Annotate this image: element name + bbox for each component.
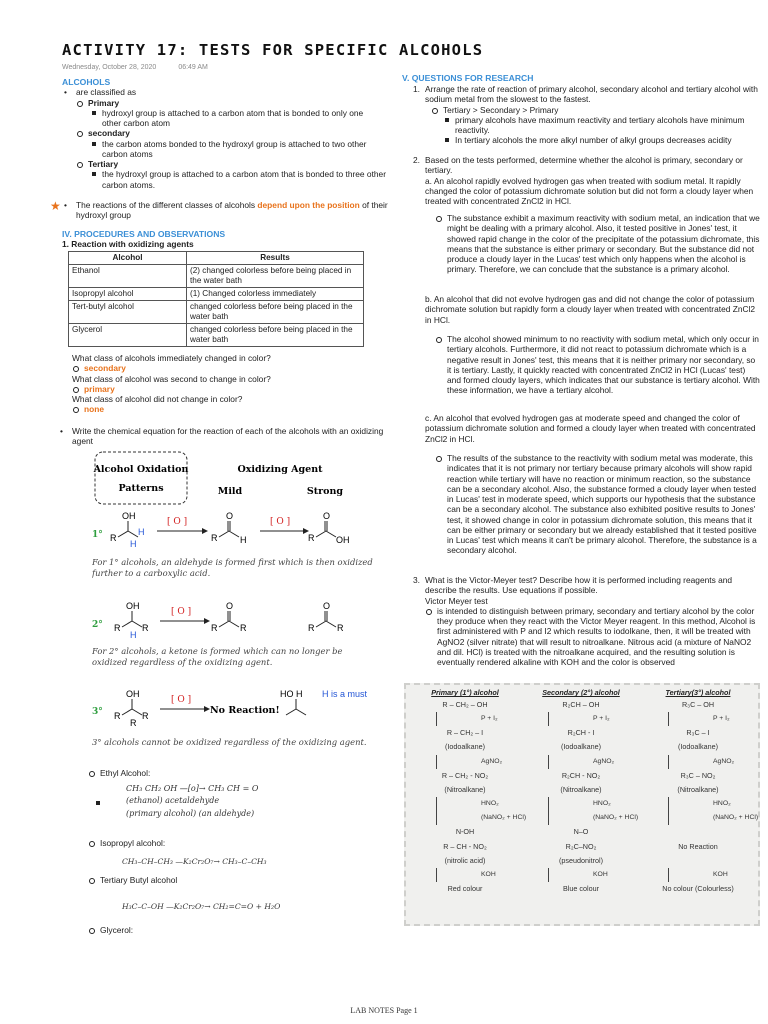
equations-section <box>88 768 388 778</box>
question-text: What is the Victor-Meyer test? Describe how it is performed including reagents and describe the results. Use equations if possible. <box>425 575 733 596</box>
table-cell: changed colorless before being placed in the water bath <box>187 301 364 324</box>
primary-desc: hydroxyl group is attached to a carbon atom that is bonded to only one other carbon atom <box>90 108 380 129</box>
answer-text: The substance exhibit a maximum reactivity with sodium metal, an indication that we might be dealing with a primary alcohol. Also, it tested positive in Jones' test, it showed rapid change in the color of the precipitate of the potassium dichromate, this means that the substance is either primary or secondary. But the substance did not produce a cloudy layer in the Lucas' test which only happens when the alcohol is primary. Therefore, we can conclude that the substance is a primary alcohol. <box>435 213 760 275</box>
box-line1: Alcohol Oxidation <box>93 464 189 475</box>
vm-col-head: Secondary (2°) alcohol <box>542 688 620 697</box>
timestamp <box>62 64 208 73</box>
research-q2 <box>413 155 760 206</box>
research-q1 <box>413 84 760 146</box>
note-3-text: 3° alcohols cannot be oxidized regardless of the oxidizing agent. <box>92 737 367 747</box>
glycerol-section <box>88 925 133 935</box>
ketone-structure <box>211 601 247 633</box>
question-text: What class of alcohols immediately changed in color? <box>72 353 271 363</box>
reactions-note <box>50 200 395 221</box>
vm-line: (Iodoalkane) <box>445 742 485 752</box>
primary-label: Primary <box>76 98 392 108</box>
oxidizing-agent-label: Oxidizing Agent <box>237 464 323 475</box>
date-text: Wednesday, October 28, 2020 <box>62 64 157 71</box>
vm-reagent: (NaNO₂ + HCl) <box>668 811 754 825</box>
alcohols-heading: ALCOHOLS <box>62 77 111 87</box>
table-header: Alcohol <box>69 252 187 265</box>
vm-line: (Nitroalkane) <box>560 784 602 794</box>
degree-2-label: 2° <box>92 620 103 630</box>
h-label: H <box>130 630 137 640</box>
vm-reagent: KOH <box>668 868 754 882</box>
vm-reagent: AgNO₂ <box>668 755 754 769</box>
oxidation-label: [ O ] <box>171 695 192 705</box>
tertiary-h-structure <box>280 689 368 715</box>
answer-text: secondary <box>72 363 392 373</box>
vm-reagent: P + I₂ <box>548 712 640 726</box>
h-label: H <box>240 535 247 545</box>
page-footer: LAB NOTES Page 1 <box>350 1006 418 1015</box>
vm-reagent: AgNO₂ <box>548 755 640 769</box>
list-item <box>62 87 392 97</box>
questions-block <box>72 353 392 415</box>
vm-line: R₃C – I <box>686 728 710 738</box>
note-2-text: For 2° alcohols, a ketone is formed which can no longer be oxidized regardless of the oxidizing agent. <box>92 646 343 668</box>
table-cell: (1) Changed colorless immediately <box>187 288 364 301</box>
question-text: a. An alcohol rapidly evolved hydrogen gas when treated with sodium metal. It rapidly changed the color of potassium dichromate solution but did not form a cloudy layer when treated with concentrated ZnCl2 in HCl. <box>425 175 754 206</box>
r-label: R <box>114 711 121 721</box>
r-label: R <box>308 623 315 633</box>
strong-label: Strong <box>306 486 344 497</box>
degree-1-label: 1° <box>92 530 103 540</box>
pattern-box <box>95 452 187 504</box>
alcohols-section <box>62 77 392 190</box>
o-label: O <box>226 601 234 611</box>
primary-alcohol-structure <box>110 511 145 549</box>
research-heading: V. QUESTIONS FOR RESEARCH <box>402 73 534 83</box>
ketone-structure-strong <box>308 601 344 633</box>
answer-2b <box>435 334 760 396</box>
vm-reagent: AgNO₂ <box>436 755 520 769</box>
vm-line: N-OH <box>455 827 475 837</box>
vm-reagent: (NaNO₂ + HCl) <box>548 811 640 825</box>
vm-line <box>642 825 754 839</box>
question-number: 1. <box>413 84 420 94</box>
question-number: 3. <box>413 575 420 585</box>
note-1-text: For 1° alcohols, an aldehyde is formed first which is then oxidized further to a carboxylic acid. <box>92 557 373 579</box>
bullet-icon <box>96 801 100 805</box>
note-1 <box>92 557 378 587</box>
h-must-label: H is a must <box>322 689 368 699</box>
carboxylic-acid-structure <box>308 511 350 545</box>
answer-text: none <box>72 404 392 414</box>
iso-label: Isopropyl alcohol: <box>88 838 165 848</box>
vm-reagent: HNO₂ <box>436 797 520 811</box>
answer-text: The alcohol showed minimum to no reactivity with sodium metal, which only occur in tertiary alcohols. Furthermore, it did not react to potassium dichromate which is a negative result in Jones' test, this means that it is neither primary nor secondary, so it is tertiary. Lastly, it quickly reacted with concentrated ZnCl2 in HCl (Lucas' test) and formed cloudy layers, which indicates that our substance is tertiary alcohol. With these information, we have a tertiary alcohol. <box>435 334 760 396</box>
r-label: R <box>142 623 149 633</box>
question-2b <box>425 294 760 325</box>
answer-2c <box>435 453 760 556</box>
oxidation-diagram-svg <box>90 449 380 761</box>
page-title: ACTIVITY 17: TESTS FOR SPECIFIC ALCOHOLS <box>62 41 484 59</box>
vm-line: R – CH₂ - NO₂ <box>441 770 489 780</box>
no-reaction-label: No Reaction! <box>210 705 280 716</box>
vm-lines <box>522 698 640 897</box>
question-text: c. An alcohol that evolved hydrogen gas at moderate speed and changed the color of potassium dichromate solution and formed a cloudy layer when treated with concentrated ZnCl2 in HCl. <box>425 413 756 444</box>
vm-line: R₃C – NO₂ <box>680 770 716 780</box>
question-text: What class of alcohol did not change in color? <box>72 394 243 404</box>
vm-line: N–O <box>573 827 589 837</box>
handwriting-line: (primary alcohol) (an aldehyde) <box>126 808 255 818</box>
time-text: 06:49 AM <box>178 64 208 71</box>
vm-line <box>642 854 754 868</box>
list-item: • Write the chemical equation for the reaction of each of the alcohols with an oxidizing agent <box>58 426 393 447</box>
vm-reagent: P + I₂ <box>668 712 754 726</box>
box-line2: Patterns <box>118 483 164 494</box>
victor-meyer-scan <box>404 683 760 926</box>
vm-line: No Reaction <box>678 841 718 851</box>
results-table <box>68 251 364 347</box>
table-row <box>69 301 364 324</box>
r-label: R <box>211 533 218 543</box>
vm-line: R₂C–NO₂ <box>565 841 597 851</box>
note-2 <box>92 646 378 676</box>
glycerol-label: Glycerol: <box>88 925 133 935</box>
question-number: 2. <box>413 155 420 165</box>
ethyl-handwriting <box>126 783 258 820</box>
vm-line: R – CH - NO₂ <box>443 841 487 851</box>
tertiary-label: Tertiary <box>76 159 392 169</box>
answer-bullet: In tertiary alcohols the more alkyl number of alkyl groups decreases acidity <box>443 135 760 145</box>
write-eq-item <box>58 426 393 447</box>
iso-handwriting: CH₃–CH–CH₃ —K₂Cr₂O₇→ CH₃–C–CH₃ <box>122 857 267 866</box>
vm-reagent: HNO₂ <box>668 797 754 811</box>
star-icon: ★ <box>50 199 61 213</box>
ethyl-label: Ethyl Alcohol: <box>88 768 388 778</box>
r-label: R <box>110 533 117 543</box>
tertiary-alcohol-structure <box>114 689 149 728</box>
table-row <box>69 265 364 288</box>
r-label: R <box>240 623 247 633</box>
table-cell: Isopropyl alcohol <box>69 288 187 301</box>
answer-bullet: primary alcohols have maximum reactivity and tertiary alcohols have minimum reactivity. <box>443 115 760 136</box>
ho-h-label: HO H <box>280 689 303 699</box>
oh-label: OH <box>126 689 140 699</box>
procedures-subheading: 1. Reaction with oxidizing agents <box>62 239 194 250</box>
vm-line: R – CH₂ – I <box>446 728 484 738</box>
vm-reagent: HNO₂ <box>548 797 640 811</box>
secondary-label: secondary <box>76 128 392 138</box>
procedures-heading: IV. PROCEDURES AND OBSERVATIONS <box>62 229 226 239</box>
question-text: Arrange the rate of reaction of primary alcohol, secondary alcohol and tertiary alcohol with sodium metal from the slowest to the fastest. <box>425 84 758 105</box>
question-text: Based on the tests performed, determine whether the alcohol is primary, secondary or tertiary. <box>425 155 743 176</box>
table-cell: Glycerol <box>69 324 187 347</box>
vm-reagent: (NaNO₂ + HCl) <box>436 811 520 825</box>
oxidation-label: [ O ] <box>167 517 188 527</box>
table-cell: Ethanol <box>69 265 187 288</box>
vm-line: R₂CH - I <box>567 728 595 738</box>
h-label: H <box>130 539 137 549</box>
mild-label: Mild <box>217 486 243 497</box>
vm-line: R – CH₂ – OH <box>442 699 488 709</box>
reactions-text: The reactions of the different classes of alcohols <box>76 200 256 210</box>
r-label: R <box>308 533 315 543</box>
vm-line: (nitrolic acid) <box>444 855 486 865</box>
vm-reagent: KOH <box>548 868 640 882</box>
vm-column-secondary <box>522 689 640 896</box>
iso-section <box>88 838 165 848</box>
r-label: R <box>114 623 121 633</box>
question-text: What class of alcohol was second to change in color? <box>72 373 271 384</box>
table-row <box>69 324 364 347</box>
r-label: R <box>211 623 218 633</box>
oh-label: OH <box>126 601 140 611</box>
vm-line: Blue colour <box>563 884 599 894</box>
degree-3-label: 3° <box>92 707 103 717</box>
r-label: R <box>142 711 149 721</box>
vm-lines <box>410 698 527 897</box>
table-cell: Tert-butyl alcohol <box>69 301 187 324</box>
vm-column-primary <box>410 688 527 896</box>
tertiary-desc: the hydroxyl group is attached to a carbon atom that is bonded to three other carbon atoms. <box>90 169 390 190</box>
o-label: O <box>323 601 331 611</box>
tert-handwriting: H₃C–C–OH —K₂Cr₂O₇→ CH₂=C=O + H₂O <box>122 902 281 911</box>
secondary-desc: the carbon atoms bonded to the hydroxyl group is attached to two other carbon atoms <box>90 139 390 160</box>
answer-text: is intended to distinguish between primary, secondary and tertiary alcohol by the color they produce when they react with the Victor Meyer reagent. In this method, Alcohol is first administered with P and I2 which results to iodolkane, then, it will be treated with AgNO2 (silver nitrate) that will result to nitroalkane. Nitrous acid (a mixture of NaNO2 and dil. HCl) is treated with the nitroalkane acquired, and the resulting solution is eventually rendered alkaline with KOH and the color is observed <box>425 606 760 668</box>
procedures-section <box>62 229 392 250</box>
answer-2a <box>435 213 760 275</box>
table-cell: changed colorless before being placed in the water bath <box>187 324 364 347</box>
oh-label: OH <box>336 535 350 545</box>
table-row <box>69 288 364 301</box>
secondary-alcohol-structure <box>114 601 149 640</box>
arrowhead <box>204 618 210 624</box>
reactions-tail: of their hydroxyl group <box>76 200 388 221</box>
note-3 <box>92 737 378 757</box>
vm-column-tertiary <box>642 688 759 896</box>
reactions-highlight: depend upon the position <box>257 200 360 210</box>
question-text: b. An alcohol that did not evolve hydrogen gas and did not change the color of potassium dichromate solution but rapidly form a cloudy layer when treated with concentrated ZnCl2 in HCl. <box>425 294 756 325</box>
r-label: R <box>130 718 137 728</box>
oh-label: OH <box>122 511 136 521</box>
oxidation-label: [ O ] <box>270 517 291 527</box>
vm-line: (pseudonitrol) <box>559 855 603 865</box>
vm-line: R₃C – OH <box>681 699 715 709</box>
vm-col-head: Primary (1°) alcohol <box>431 688 499 697</box>
oxidation-label: [ O ] <box>171 607 192 617</box>
vm-reagent: P + I₂ <box>436 712 520 726</box>
table-header-row <box>69 252 364 265</box>
vm-line: (Iodoalkane) <box>561 742 601 752</box>
list-item <box>62 200 395 221</box>
o-label: O <box>323 511 331 521</box>
answer-text: The results of the substance to the reactivity with sodium metal was moderate, this indicates that it is not primary nor tertiary because primary alcohols will show rapid reaction while tertiary will have no reaction or minimum reaction, so the substance can be a secondary alcohol. Also, the substance formed a cloudy layer when tested in Lucas' test in moderate speed, which supports our hypothesis that the substance can be a secondary alcohol. The substance also exhibited positive results to Jones' test, it showed change in color in potassium dichromate solution, this means that it can be either primary or secondary but we already established that it tested positive in Lucas' test which means it can't be primary alcohol. Therefore, the substance is a secondary alcohol. <box>435 453 760 556</box>
h-label: H <box>138 527 145 537</box>
handwriting-line: (ethanol) acetaldehyde <box>126 796 220 806</box>
answer-text: primary <box>72 384 392 394</box>
vm-col-head: Tertiary(3°) alcohol <box>665 688 731 697</box>
classified-text: are classified as <box>76 87 137 98</box>
vm-line: (Nitroalkane) <box>444 784 486 794</box>
vm-line: (Nitroalkane) <box>677 784 719 794</box>
arrowhead <box>202 528 208 534</box>
research-q3 <box>413 575 760 667</box>
question-2c <box>425 413 760 444</box>
vm-line: (Iodoalkane) <box>678 742 718 752</box>
aldehyde-structure <box>211 511 247 545</box>
table-header: Results <box>187 252 364 265</box>
o-label: O <box>226 511 234 521</box>
vm-line: R₂CH – OH <box>562 699 600 709</box>
r-label: R <box>337 623 344 633</box>
tert-label: Tertiary Butyl alcohol <box>88 875 177 885</box>
vm-line: Red colour <box>447 884 483 894</box>
vm-reagent: KOH <box>436 868 520 882</box>
handwriting-line: CH₃ CH₂ OH —[o]→ CH₃ CH = O <box>126 784 259 793</box>
q3-heading: Victor Meyer test <box>425 595 488 606</box>
answer-text: Tertiary > Secondary > Primary <box>431 105 760 115</box>
results-table-wrap <box>68 251 364 347</box>
tert-section <box>88 875 177 885</box>
oxidation-diagram <box>90 449 380 761</box>
vm-line: R₂CH - NO₂ <box>561 770 601 780</box>
vm-line: No colour (Colourless) <box>662 884 734 894</box>
vm-lines <box>642 698 759 897</box>
table-cell: (2) changed colorless before being placed in the water bath <box>187 265 364 288</box>
